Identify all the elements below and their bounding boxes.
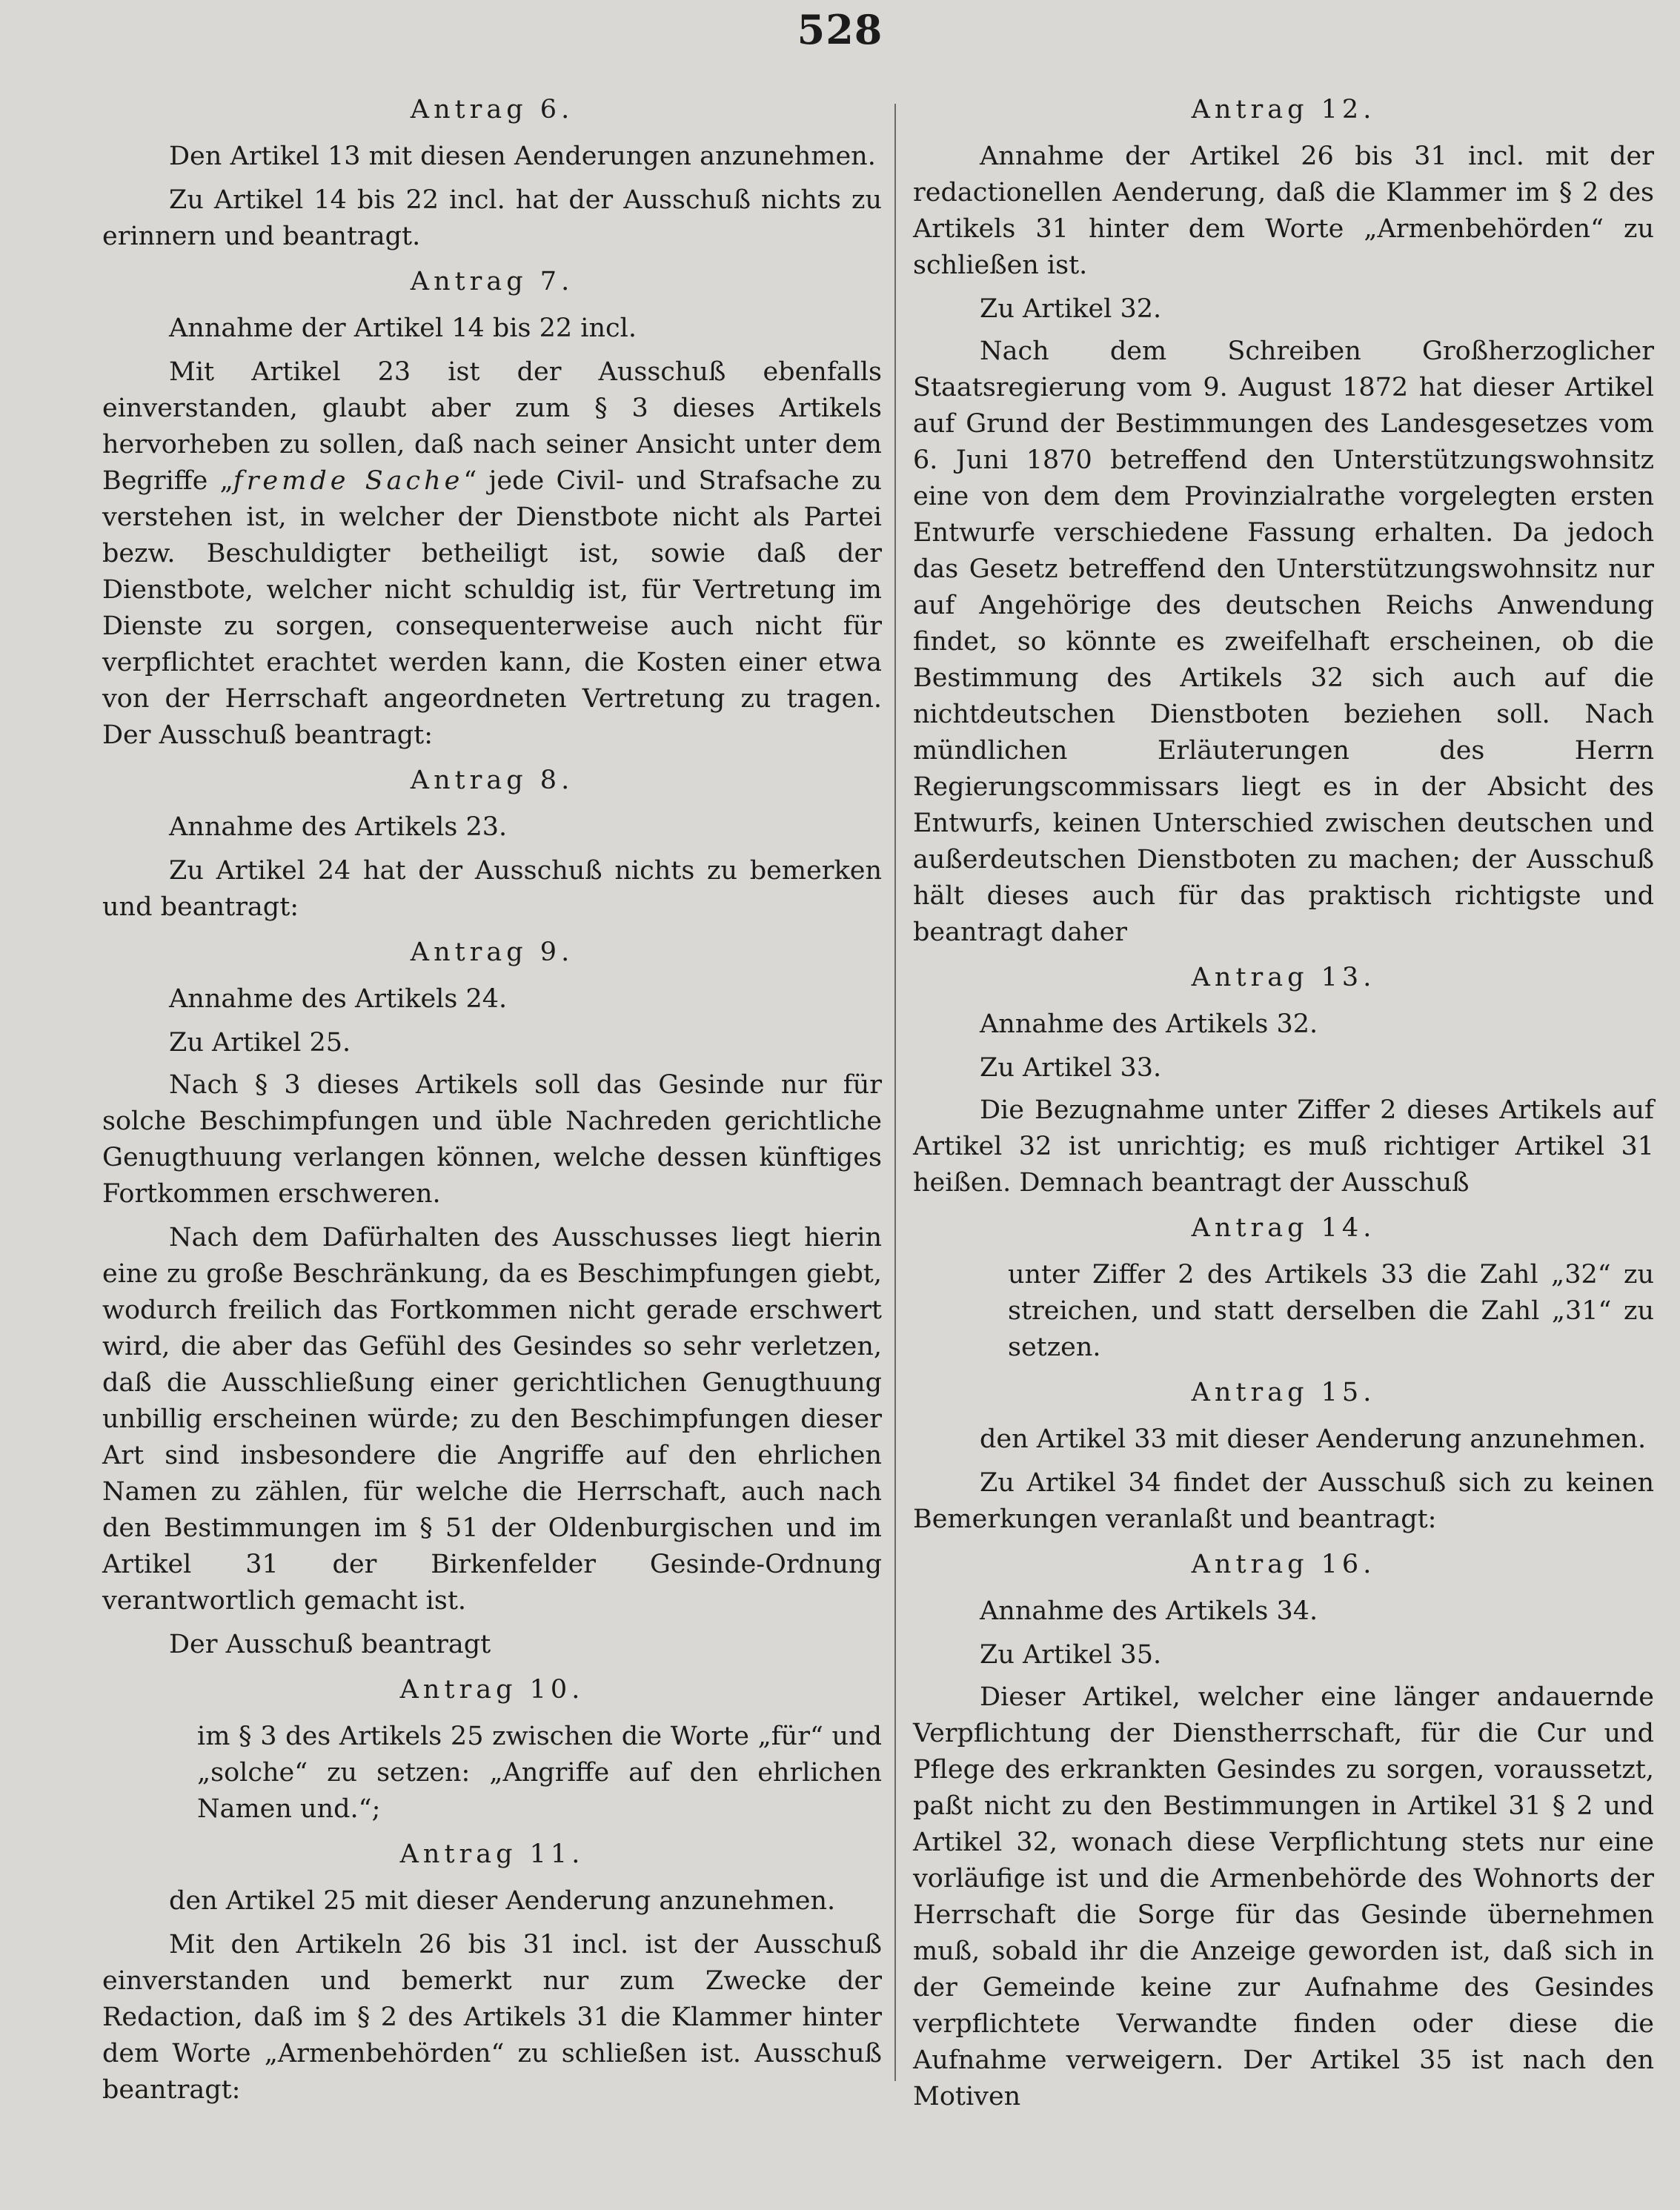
- spaced-term: fremde Sache: [233, 466, 464, 496]
- paragraph: Annahme der Artikel 26 bis 31 incl. mit der redactionellen Aenderung, daß die Klammer im § 2 des Artikels 31 hinter dem Worte „Armenbehörden“ zu schließen ist.: [913, 142, 1654, 280]
- paragraph: Der Ausschuß beantragt: [169, 1630, 491, 1659]
- paragraph: Zu Artikel 14 bis 22 incl. hat der Ausschuß nichts zu erinnern und beantragt.: [102, 185, 882, 251]
- subheading-artikel-32: Zu Artikel 32.: [980, 294, 1162, 324]
- column-divider: [894, 104, 896, 2081]
- paragraph: Den Artikel 13 mit diesen Aenderungen anzunehmen.: [169, 142, 876, 171]
- heading-antrag-15: Antrag 15.: [1191, 1378, 1376, 1407]
- paragraph: Annahme des Artikels 23.: [169, 812, 508, 842]
- paragraph: den Artikel 25 mit dieser Aenderung anzunehmen.: [169, 1886, 836, 1916]
- paragraph: Mit den Artikeln 26 bis 31 incl. ist der Ausschuß einverstanden und bemerkt nur zum Zwecke der Redaction, daß im § 2 des Artikels 31 die Klammer hinter dem Worte „Armenbehörden“ zu schließen ist. Ausschuß beantragt:: [102, 1930, 882, 2105]
- page-number: 528: [797, 6, 883, 53]
- paragraph: Annahme des Artikels 32.: [980, 1009, 1318, 1039]
- text-run: Mit Artikel 23 ist der Ausschuß ebenfalls einverstanden, glaubt aber zum § 3 dieses Artikels hervorheben zu sollen, daß nach seiner Ansicht unter dem Begriffe „: [102, 357, 882, 496]
- heading-antrag-10: Antrag 10.: [399, 1675, 585, 1705]
- heading-antrag-6: Antrag 6.: [410, 95, 574, 125]
- heading-antrag-12: Antrag 12.: [1191, 95, 1376, 125]
- heading-antrag-8: Antrag 8.: [410, 766, 574, 795]
- heading-antrag-11: Antrag 11.: [399, 1839, 585, 1869]
- heading-antrag-14: Antrag 14.: [1191, 1213, 1376, 1243]
- paragraph: unter Ziffer 2 des Artikels 33 die Zahl „32“ zu streichen, und statt derselben die Zahl „31“ zu setzen.: [1008, 1260, 1654, 1362]
- paragraph: Die Bezugnahme unter Ziffer 2 dieses Artikels auf Artikel 32 ist unrichtig; es muß richtiger Artikel 31 heißen. Demnach beantragt der Ausschuß: [913, 1095, 1654, 1198]
- right-column: [913, 83, 1654, 2123]
- subheading-artikel-33: Zu Artikel 33.: [980, 1053, 1162, 1083]
- paragraph: Nach dem Schreiben Großherzoglicher Staatsregierung vom 9. August 1872 hat dieser Artikel auf Grund der Bestimmungen des Landesgesetzes vom 6. Juni 1870 betreffend den Unterstützungswohnsitz eine von dem dem Provinzialrathe vorgelegten ersten Entwurfe verschiedene Fassung erhalten. Da jedoch das Gesetz betreffend den Unterstützungswohnsitz nur auf Angehörige des deutschen Reichs Anwendung findet, so könnte es zweifelhaft erscheinen, ob die Bestimmung des Artikels 32 sich auch auf die nichtdeutschen Dienstboten beziehen soll. Nach mündlichen Erläuterungen des Herrn Regierungscommissars liegt es in der Absicht des Entwurfs, keinen Unterschied zwischen deutschen und außerdeutschen Dienstboten zu machen; der Ausschuß hält dieses auch für das praktisch richtigste und beantragt daher: [913, 336, 1654, 947]
- paragraph: Nach dem Dafürhalten des Ausschusses liegt hierin eine zu große Beschränkung, da es Beschimpfungen giebt, wodurch freilich das Fortkommen nicht gerade erschwert wird, die aber das Gefühl des Gesindes so sehr verletzen, daß die Ausschließung einer gerichtlichen Genugthuung unbillig erscheinen würde; zu den Beschimpfungen dieser Art sind insbesondere die Angriffe auf den ehrlichen Namen zu zählen, für welche die Herrschaft, auch nach den Bestimmungen im § 51 der Oldenburgischen und im Artikel 31 der Birkenfelder Gesinde-Ordnung verantwortlich gemacht ist.: [102, 1223, 882, 1616]
- heading-antrag-16: Antrag 16.: [1191, 1550, 1376, 1579]
- heading-antrag-13: Antrag 13.: [1191, 963, 1376, 992]
- paragraph: [102, 354, 882, 754]
- paragraph: Annahme des Artikels 24.: [169, 984, 508, 1014]
- subheading-artikel-25: Zu Artikel 25.: [169, 1028, 351, 1058]
- heading-antrag-7: Antrag 7.: [410, 267, 574, 296]
- paragraph: Annahme des Artikels 34.: [980, 1596, 1318, 1626]
- paragraph: Dieser Artikel, welcher eine länger andauernde Verpflichtung der Dienstherrschaft, für die Cur und Pflege des erkrankten Gesindes zu sorgen, voraussetzt, paßt nicht zu den Bestimmungen in Artikel 31 § 2 und Artikel 32, wonach diese Verpflichtung stets nur eine vorläufige ist und die Armenbehörde des Wohnorts der Herrschaft die Sorge für das Gesinde übernehmen muß, sobald ihr die Anzeige geworden ist, daß sich in der Gemeinde keine zur Aufnahme des Gesindes verpflichtete Verwandte finden oder diese die Aufnahme verweigern. Der Artikel 35 ist nach den Motiven: [913, 1682, 1654, 2111]
- paragraph: Zu Artikel 34 findet der Ausschuß sich zu keinen Bemerkungen veranlaßt und beantragt:: [913, 1468, 1654, 1534]
- left-column: [102, 83, 882, 2116]
- paragraph: Nach § 3 dieses Artikels soll das Gesinde nur für solche Beschimpfungen und üble Nachreden gerichtliche Genugthuung verlangen können, welche dessen künftiges Fortkommen erschweren.: [102, 1070, 882, 1209]
- paragraph: Zu Artikel 24 hat der Ausschuß nichts zu bemerken und beantragt:: [102, 856, 882, 922]
- subheading-artikel-35: Zu Artikel 35.: [980, 1640, 1162, 1670]
- paragraph: den Artikel 33 mit dieser Aenderung anzunehmen.: [980, 1424, 1647, 1454]
- paragraph: im § 3 des Artikels 25 zwischen die Worte „für“ und „solche“ zu setzen: „Angriffe auf den ehrlichen Namen und.“;: [197, 1722, 882, 1824]
- heading-antrag-9: Antrag 9.: [410, 938, 574, 967]
- paragraph: Annahme der Artikel 14 bis 22 incl.: [169, 313, 637, 343]
- text-run: “ jede Civil- und Strafsache zu verstehen ist, in welcher der Dienstbote nicht als Partei bezw. Beschuldigter betheiligt ist, sowie daß der Dienstbote, welcher nicht schuldig ist, für Vertretung im Dienste zu sorgen, consequenterweise auch nicht für verpflichtet erachtet werden kann, die Kosten einer etwa von der Herrschaft angeordneten Vertretung zu tragen. Der Ausschuß beantragt:: [102, 466, 882, 750]
